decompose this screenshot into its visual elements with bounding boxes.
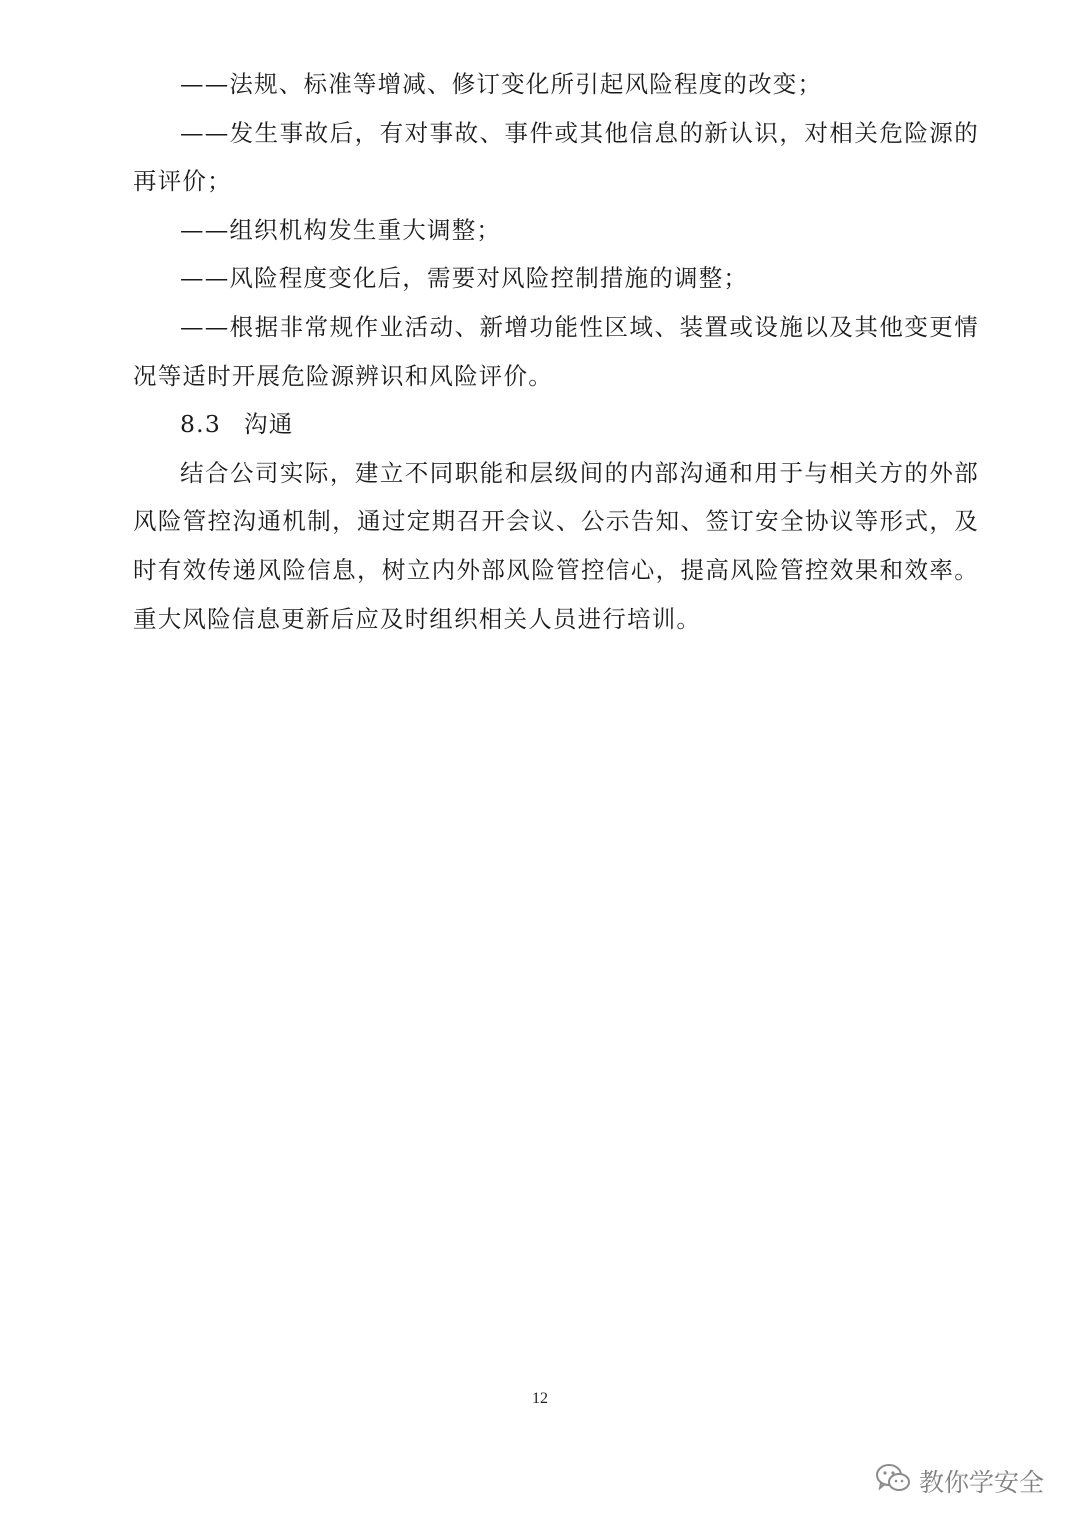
list-item: ——组织机构发生重大调整； bbox=[180, 215, 502, 244]
page-content bbox=[133, 60, 979, 643]
watermark bbox=[875, 1461, 1044, 1501]
watermark-text: 教你学安全 bbox=[918, 1468, 1044, 1497]
list-item: ——根据非常规作业活动、新增功能性区域、装置或设施以及其他变更情况等适时开展危险源辨识和风险评价。 bbox=[133, 312, 979, 390]
section-number: 8.3 bbox=[180, 410, 221, 439]
section-paragraph: 结合公司实际，建立不同职能和层级间的内部沟通和用于与相关方的外部风险管控沟通机制，通过定期召开会议、公示告知、签订安全协议等形式，及时有效传递风险信息，树立内外部风险管控信心，提高风险管控效果和效率。重大风险信息更新后应及时组织相关人员进行培训。 bbox=[133, 458, 979, 633]
section-title: 沟通 bbox=[244, 410, 294, 439]
list-item: ——发生事故后，有对事故、事件或其他信息的新认识，对相关危险源的再评价； bbox=[133, 118, 979, 196]
wechat-icon bbox=[875, 1462, 911, 1500]
list-item: ——法规、标准等增减、修订变化所引起风险程度的改变； bbox=[180, 70, 823, 98]
list-item: ——风险程度变化后，需要对风险控制措施的调整； bbox=[180, 264, 749, 293]
section-heading bbox=[133, 400, 979, 449]
page-number: 12 bbox=[532, 1390, 548, 1407]
